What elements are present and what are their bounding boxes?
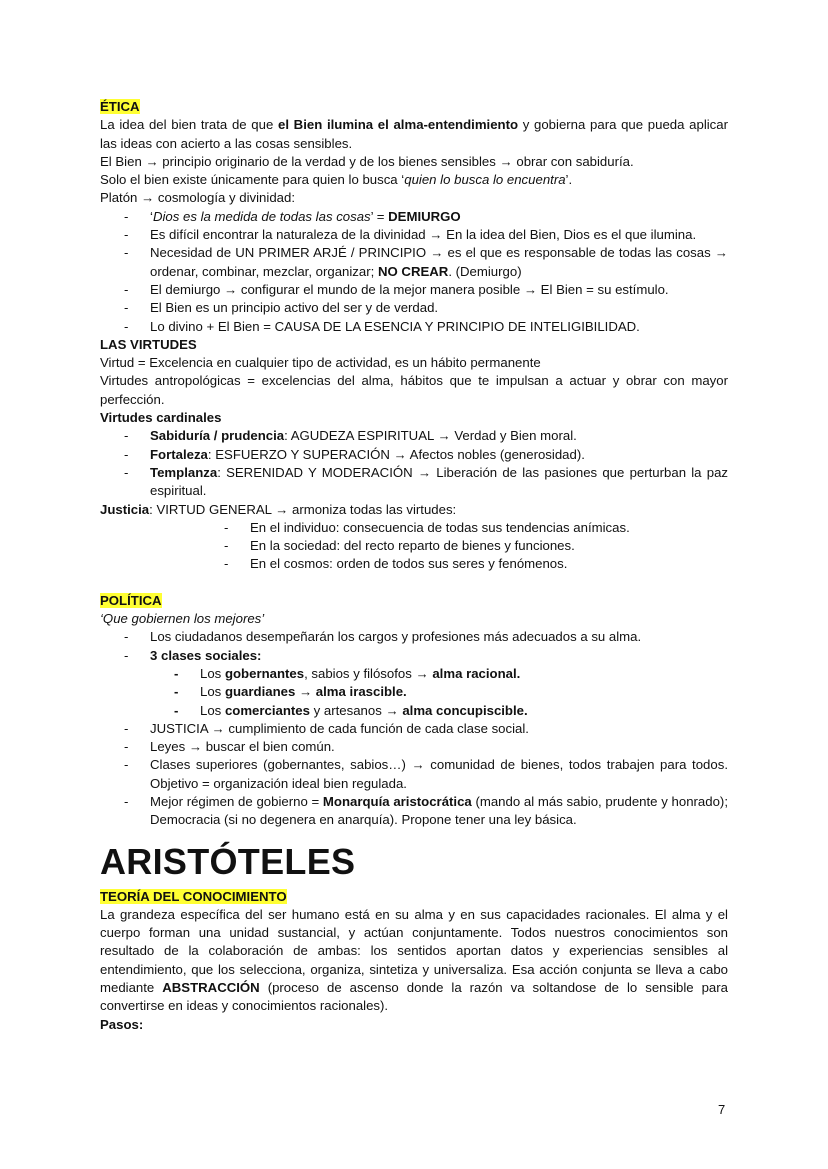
list-item: - El demiurgo → configurar el mundo de la mejor manera posible → El Bien = su estímulo. — [100, 281, 728, 299]
section-heading-virtudes: LAS VIRTUDES — [100, 336, 197, 352]
list-item: - Los ciudadanos desempeñarán los cargos y profesiones más adecuados a su alma. — [100, 628, 728, 646]
list-item: - JUSTICIA → cumplimiento de cada función de cada clase social. — [100, 720, 728, 738]
list-item: - Los gobernantes, sabios y filósofos → alma racional. — [100, 665, 728, 683]
list-item: - ‘Dios es la medida de todas las cosas’ = DEMIURGO — [100, 208, 728, 226]
paragraph: Virtud = Excelencia en cualquier tipo de actividad, es un hábito permanente — [100, 355, 541, 371]
section-heading-politica: POLÍTICA — [100, 592, 162, 608]
section-heading-etica: ÉTICA — [100, 99, 140, 114]
paragraph: Platón → cosmología y divinidad: — [100, 190, 295, 206]
list-item: - El Bien es un principio activo del ser y de verdad. — [100, 299, 728, 317]
paragraph: Virtudes antropológicas = excelencias del alma, hábitos que te impulsan a actuar y obrar con mayor perfección. — [100, 373, 728, 407]
page-number: 7 — [718, 1102, 726, 1117]
list-item: - Clases superiores (gobernantes, sabios…) → comunidad de bienes, todos trabajen para todos. Objetivo = organización ideal bien regulada. — [100, 756, 728, 793]
list-politica-2 — [100, 720, 728, 830]
paragraph: La grandeza específica del ser humano está en su alma y en sus capacidades racionales. El alma y el cuerpo forman una unidad sustancial, y actúan conjuntamente. Todos nuestros conocimientos son resultado de la colaboración de ambas: los sentidos aportan datos y experiencias sensibles al entendimiento, que los selecciona, organiza, sintetiza y universaliza. Esa acción conjunta se lleva a cabo mediante ABSTRACCIÓN (proceso de ascenso donde la razón va soltandose de lo sensible para convertirse en ideas y conocimientos racionales). — [100, 906, 728, 1014]
list-item: - Sabiduría / prudencia: AGUDEZA ESPIRITUAL → Verdad y Bien moral. — [100, 427, 728, 445]
list-item: - En el cosmos: orden de todos sus seres y fenómenos. — [100, 555, 728, 573]
list-item: - Lo divino + El Bien = CAUSA DE LA ESENCIA Y PRINCIPIO DE INTELIGIBILIDAD. — [100, 318, 728, 336]
title-aristoteles: ARISTÓTELES — [100, 840, 356, 882]
list-item: - En la sociedad: del recto reparto de bienes y funciones. — [100, 537, 728, 555]
list-item: - Fortaleza: ESFUERZO Y SUPERACIÓN → Afectos nobles (generosidad). — [100, 446, 728, 464]
list-item: - Los guardianes → alma irascible. — [100, 683, 728, 701]
list-item: - Leyes → buscar el bien común. — [100, 738, 728, 756]
list-item: - Es difícil encontrar la naturaleza de la divinidad → En la idea del Bien, Dios es el que ilumina. — [100, 226, 728, 244]
section-heading-conocimiento: TEORÍA DEL CONOCIMIENTO — [100, 888, 287, 904]
paragraph-justicia: Justicia: VIRTUD GENERAL → armoniza todas las virtudes: — [100, 501, 457, 517]
list-item: - Los comerciantes y artesanos → alma concupiscible. — [100, 702, 728, 720]
list-item: - Necesidad de UN PRIMER ARJÉ / PRINCIPIO → es el que es responsable de todas las cosas → ordenar, combinar, mezclar, organizar; NO CREAR. (Demiurgo) — [100, 244, 728, 281]
list-item: - Mejor régimen de gobierno = Monarquía aristocrática (mando al más sabio, prudente y honrado); Democracia (si no degenera en anarquía). Propone tener una ley básica. — [100, 793, 728, 830]
list-item: - En el individuo: consecuencia de todas sus tendencias anímicas. — [100, 519, 728, 537]
paragraph: Solo el bien existe únicamente para quien lo busca ‘quien lo busca lo encuentra’. — [100, 172, 573, 188]
list-clases — [100, 665, 728, 720]
paragraph: El Bien → principio originario de la verdad y de los bienes sensibles → obrar con sabiduría. — [100, 153, 634, 169]
list-cardinales — [100, 427, 728, 500]
list-etica — [100, 208, 728, 336]
list-item: - Templanza: SERENIDAD Y MODERACIÓN → Liberación de las pasiones que perturban la paz espiritual. — [100, 464, 728, 501]
list-justicia — [100, 519, 728, 574]
list-item: - 3 clases sociales: — [100, 647, 728, 665]
document-page — [100, 98, 728, 1034]
subheading-cardinales: Virtudes cardinales — [100, 410, 222, 426]
subheading-pasos: Pasos: — [100, 1016, 144, 1032]
list-politica — [100, 628, 728, 665]
quote: ‘Que gobiernen los mejores’ — [100, 611, 265, 627]
paragraph: La idea del bien trata de que el Bien ilumina el alma-entendimiento y gobierna para que pueda aplicar las ideas con acierto a las cosas sensibles. — [100, 117, 728, 151]
